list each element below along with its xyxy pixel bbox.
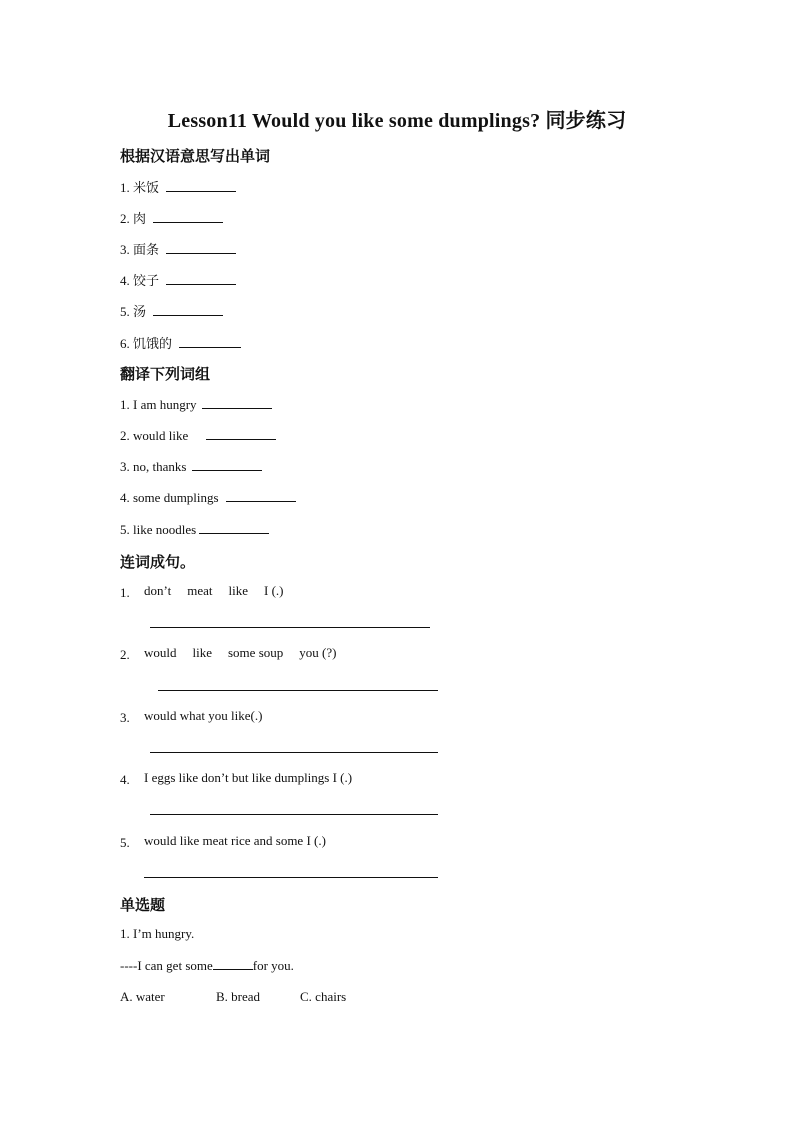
item-chinese: 饥饿的 [133,337,173,352]
item-chinese: 米饭 [133,181,160,196]
word: I eggs like don’t but like dumplings I (.) [144,770,353,785]
section-heading-translate: 翻译下列词组 [120,365,211,383]
phrase-item [120,458,262,475]
question-prompt [120,957,294,974]
answer-line[interactable] [150,752,438,753]
page-title: Lesson11 Would you like some dumplings? 同步练习 [167,110,627,132]
phrase-item [120,521,269,538]
phrase-text: 5. like noodles [120,522,197,537]
item-chinese: 饺子 [133,274,160,289]
phrase-item [120,427,276,444]
phrase-item [120,489,296,506]
answer-line[interactable] [150,814,438,815]
item-number: 6. [120,336,130,351]
vocab-item [120,177,236,196]
answer-blank[interactable] [192,458,262,471]
word-bank [144,833,342,849]
option-c[interactable]: C. chairs [300,989,347,1004]
section-heading-choice: 单选题 [120,896,166,914]
question-number: 2. [120,647,130,662]
item-number: 3. [120,242,130,257]
answer-blank[interactable] [199,521,269,534]
vocab-item [120,239,236,258]
word: like [192,645,212,660]
item-chinese: 肉 [133,212,147,227]
answer-line[interactable] [158,690,438,691]
question-number: 1. [120,585,130,600]
answer-line[interactable] [150,627,430,628]
vocab-item [120,333,241,352]
phrase-text: 4. some dumplings [120,490,219,505]
vocab-item [120,301,223,320]
item-number: 5. [120,304,130,319]
word: meat [187,583,213,598]
option-a[interactable]: A. water [120,989,165,1004]
item-number: 2. [120,211,130,226]
word: don’t [144,583,172,598]
question-number: 3. [120,710,130,725]
answer-blank[interactable] [206,427,276,440]
word: would [144,645,177,660]
question-number: 5. [120,835,130,850]
word-bank [144,645,352,661]
answer-blank[interactable] [179,335,241,348]
phrase-text: 2. would like [120,428,189,443]
word-bank [144,770,368,786]
word: you (?) [299,645,337,660]
word: I (.) [263,583,284,598]
word: would like meat rice and some I (.) [144,833,326,848]
question-number: 4. [120,772,130,787]
item-number: 1. [120,180,130,195]
phrase-text: 1. I am hungry [120,397,197,412]
item-number: 4. [120,273,130,288]
word-bank [144,708,278,724]
answer-line[interactable] [144,877,438,878]
answer-blank[interactable] [213,957,253,970]
answer-blank[interactable] [153,210,223,223]
vocab-item [120,208,223,227]
prompt-after: for you. [252,958,294,973]
phrase-text: 3. no, thanks [120,459,187,474]
section-heading-sentence: 连词成句。 [120,553,196,571]
item-chinese: 面条 [133,243,160,258]
answer-blank[interactable] [153,303,223,316]
question-text: 1. I’m hungry. [120,926,195,941]
word: some soup [228,645,284,660]
word: like [228,583,248,598]
word-bank [144,583,299,599]
phrase-item [120,396,272,413]
section-heading-vocabulary: 根据汉语意思写出单词 [120,147,271,165]
answer-blank[interactable] [166,241,236,254]
answer-blank[interactable] [202,396,272,409]
item-chinese: 汤 [133,305,147,320]
option-b[interactable]: B. bread [216,989,261,1004]
word: would what you like(.) [144,708,263,723]
vocab-item [120,270,236,289]
answer-blank[interactable] [226,489,296,502]
answer-blank[interactable] [166,179,236,192]
answer-blank[interactable] [166,272,236,285]
prompt-before: ----I can get some [120,958,213,973]
